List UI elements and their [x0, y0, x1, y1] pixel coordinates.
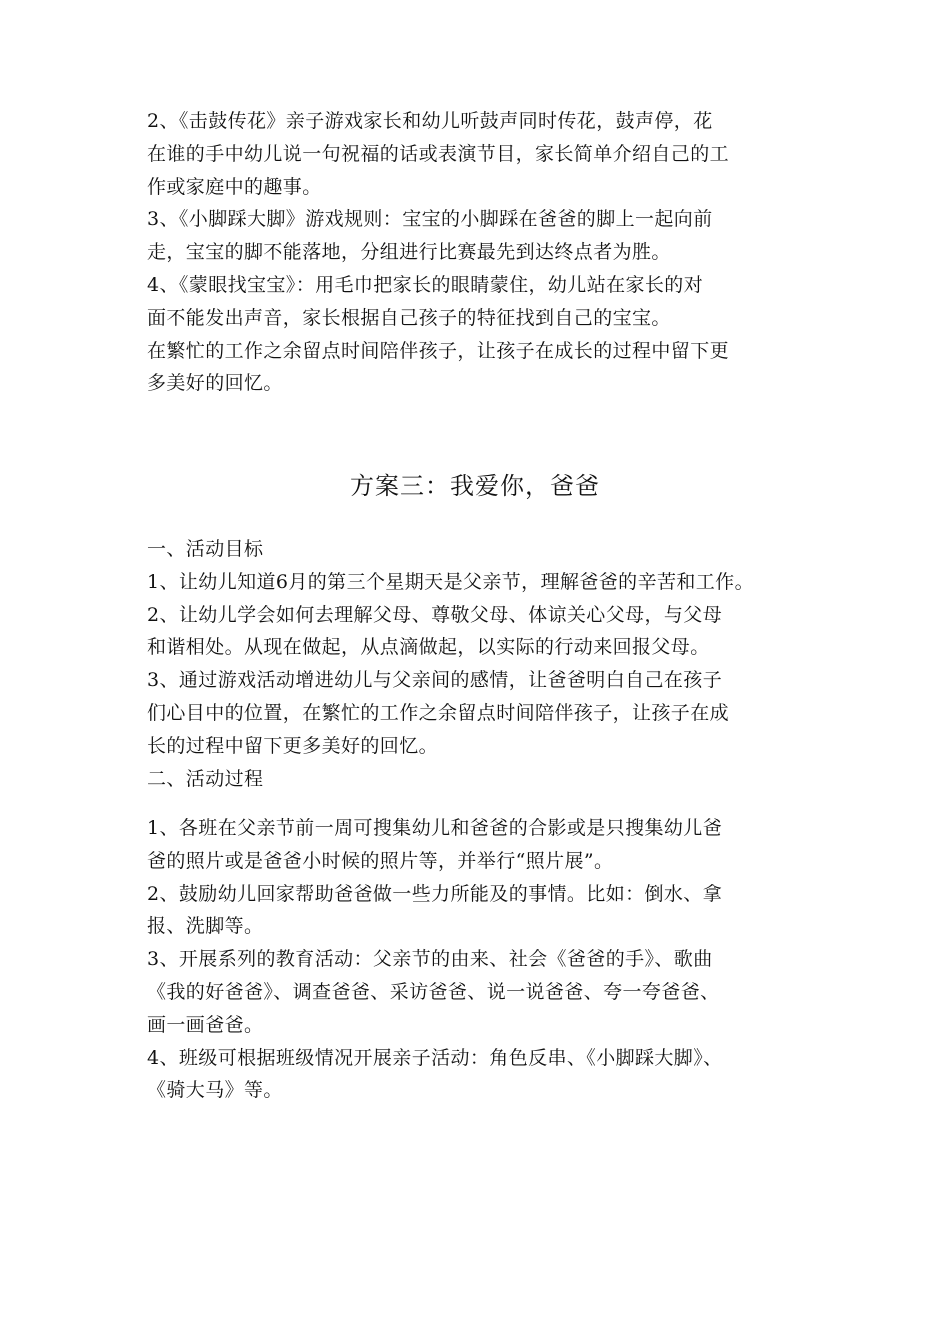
goals-section	[147, 533, 847, 795]
section-heading-goals: 一、活动目标	[147, 538, 264, 560]
process-line: 3、开展系列的教育活动：父亲节的由来、社会《爸爸的手》、歌曲	[147, 948, 713, 971]
goals-line: 们心目中的位置，在繁忙的工作之余留点时间陪伴孩子，让孩子在成	[147, 701, 730, 724]
intro-line: 多美好的回忆。	[147, 372, 283, 395]
process-line: 《我的好爸爸》、调查爸爸、采访爸爸、说一说爸爸、夸一夸爸爸、	[147, 980, 720, 1003]
process-line: 报、洗脚等。	[147, 915, 264, 938]
goals-line: 3、通过游戏活动增进幼儿与父亲间的感情，让爸爸明白自己在孩子	[147, 669, 723, 692]
intro-line: 2、《击鼓传花》亲子游戏家长和幼儿听鼓声同时传花，鼓声停，花	[147, 110, 713, 132]
intro-line: 在谁的手中幼儿说一句祝福的话或表演节目，家长简单介绍自己的工	[147, 142, 730, 165]
process-line: 2、鼓励幼儿回家帮助爸爸做一些力所能及的事情。比如：倒水、拿	[147, 882, 723, 905]
intro-line: 在繁忙的工作之余留点时间陪伴孩子，让孩子在成长的过程中留下更	[147, 339, 730, 362]
intro-paragraphs	[147, 105, 847, 400]
process-line: 爸的照片或是爸爸小时候的照片等，并举行“照片展”。	[147, 849, 614, 872]
section-title: 方案三：我爱你，爸爸	[350, 472, 600, 500]
goals-line: 和谐相处。从现在做起，从点滴做起，以实际的行动来回报父母。	[147, 636, 710, 659]
goals-line: 1、让幼儿知道6月的第三个星期天是父亲节，理解爸爸的辛苦和工作。	[147, 570, 754, 593]
process-line: 《骑大马》等。	[147, 1079, 283, 1102]
intro-line: 3、《小脚踩大脚》游戏规则：宝宝的小脚踩在爸爸的脚上一起向前	[147, 208, 713, 231]
process-section	[147, 812, 847, 1107]
intro-line: 面不能发出声音，家长根据自己孩子的特征找到自己的宝宝。	[147, 306, 671, 329]
process-line: 画一画爸爸。	[147, 1013, 264, 1036]
intro-line: 4、《蒙眼找宝宝》：用毛巾把家长的眼睛蒙住，幼儿站在家长的对	[147, 273, 704, 296]
process-line: 4、班级可根据班级情况开展亲子活动：角色反串、《小脚踩大脚》、	[147, 1046, 723, 1069]
intro-line: 作或家庭中的趣事。	[147, 175, 322, 198]
goals-line: 2、让幼儿学会如何去理解父母、尊敬父母、体谅关心父母，与父母	[147, 603, 723, 626]
goals-line: 长的过程中留下更多美好的回忆。	[147, 734, 439, 757]
section-heading-process: 二、活动过程	[147, 767, 264, 790]
intro-line: 走，宝宝的脚不能落地，分组进行比赛最先到达终点者为胜。	[147, 241, 671, 264]
process-line: 1、各班在父亲节前一周可搜集幼儿和爸爸的合影或是只搜集幼儿爸	[147, 817, 723, 839]
